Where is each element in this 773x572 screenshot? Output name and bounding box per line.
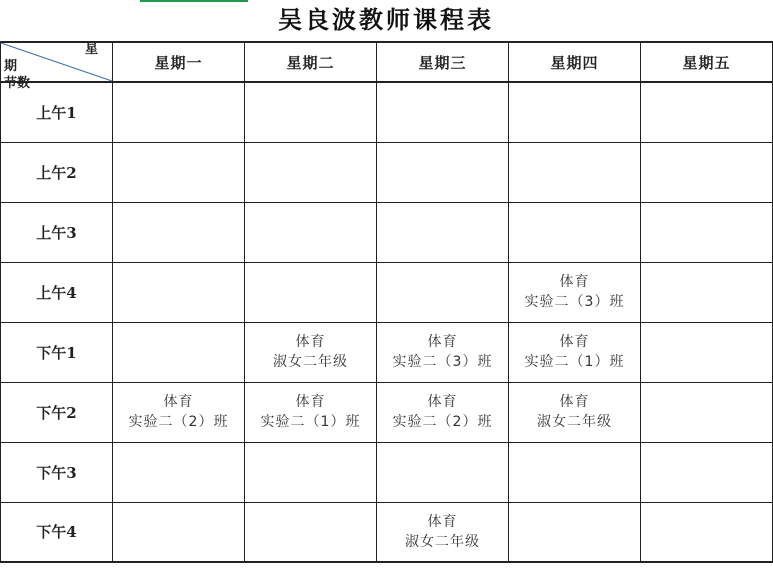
sheet-accent-line (140, 0, 248, 2)
period-label: 上午3 (1, 202, 113, 262)
lesson-subject: 体育 (163, 394, 194, 410)
schedule-cell-tuesday (245, 382, 377, 442)
lesson-entry (509, 272, 640, 312)
schedule-cell-monday (113, 262, 245, 322)
table-row (1, 382, 773, 442)
lesson-class: 实验二（1）班 (524, 354, 625, 370)
schedule-cell-thursday (509, 202, 641, 262)
period-label: 上午2 (1, 142, 113, 202)
corner-cell (1, 42, 113, 91)
lesson-entry (377, 512, 508, 552)
schedule-cell-monday (113, 322, 245, 382)
lesson-class: 淑女二年级 (405, 533, 480, 550)
schedule-cell-thursday (509, 142, 641, 202)
lesson-class: 实验二（3）班 (524, 294, 625, 310)
schedule-cell-monday (113, 82, 245, 142)
lesson-subject: 体育 (559, 334, 590, 350)
corner-left-label: 期 (4, 59, 18, 74)
period-label: 上午1 (1, 82, 113, 142)
schedule-cell-thursday (509, 382, 641, 442)
lesson-subject: 体育 (295, 334, 326, 350)
schedule-table (0, 41, 773, 563)
lesson-subject: 体育 (559, 274, 590, 290)
lesson-class: 实验二（2）班 (128, 414, 229, 430)
period-label: 上午4 (1, 262, 113, 322)
schedule-cell-thursday (509, 502, 641, 562)
day-header-friday: 星期五 (641, 42, 773, 82)
schedule-cell-thursday (509, 262, 641, 322)
schedule-cell-wednesday (377, 82, 509, 142)
schedule-cell-tuesday (245, 262, 377, 322)
schedule-cell-wednesday (377, 382, 509, 442)
table-row (1, 442, 773, 502)
lesson-entry (509, 332, 640, 372)
lesson-subject: 体育 (427, 394, 458, 410)
schedule-cell-wednesday (377, 142, 509, 202)
lesson-subject: 体育 (295, 394, 326, 410)
schedule-cell-monday (113, 382, 245, 442)
schedule-cell-thursday (509, 82, 641, 142)
table-row (1, 502, 773, 562)
day-header-monday: 星期一 (113, 42, 245, 82)
schedule-cell-thursday (509, 322, 641, 382)
period-label: 下午3 (1, 442, 113, 502)
period-label: 下午1 (1, 322, 113, 382)
schedule-cell-friday (641, 82, 773, 142)
table-row (1, 262, 773, 322)
schedule-cell-thursday (509, 442, 641, 502)
schedule-cell-friday (641, 142, 773, 202)
schedule-cell-monday (113, 142, 245, 202)
corner-top-label: 星 (84, 42, 98, 57)
table-row (1, 322, 773, 382)
table-row (1, 142, 773, 202)
schedule-cell-monday (113, 502, 245, 562)
day-header-tuesday: 星期二 (245, 42, 377, 82)
header-row (1, 42, 773, 82)
lesson-class: 实验二（1）班 (260, 414, 361, 430)
lesson-subject: 体育 (559, 394, 590, 410)
lesson-subject: 体育 (427, 334, 458, 350)
lesson-entry (377, 392, 508, 432)
table-row (1, 202, 773, 262)
schedule-cell-wednesday (377, 502, 509, 562)
lesson-entry (245, 392, 376, 432)
schedule-cell-tuesday (245, 322, 377, 382)
schedule-cell-tuesday (245, 202, 377, 262)
lesson-class: 淑女二年级 (537, 414, 612, 430)
lesson-entry (509, 392, 640, 432)
schedule-cell-wednesday (377, 442, 509, 502)
schedule-cell-tuesday (245, 142, 377, 202)
schedule-cell-friday (641, 322, 773, 382)
lesson-class: 淑女二年级 (273, 354, 348, 370)
schedule-cell-tuesday (245, 442, 377, 502)
day-header-wednesday: 星期三 (377, 42, 509, 82)
lesson-entry (245, 332, 376, 372)
schedule-cell-wednesday (377, 322, 509, 382)
lesson-entry (113, 392, 244, 432)
schedule-cell-tuesday (245, 82, 377, 142)
table-row (1, 82, 773, 142)
schedule-cell-monday (113, 442, 245, 502)
schedule-cell-tuesday (245, 502, 377, 562)
lesson-class: 实验二（3）班 (392, 354, 493, 370)
lesson-subject: 体育 (427, 513, 458, 530)
lesson-entry (377, 332, 508, 372)
lesson-class: 实验二（2）班 (392, 414, 493, 430)
schedule-cell-friday (641, 382, 773, 442)
period-label: 下午4 (1, 502, 113, 562)
period-label: 下午2 (1, 382, 113, 442)
schedule-cell-wednesday (377, 202, 509, 262)
page-title: 吴良波教师课程表 (278, 5, 494, 34)
schedule-cell-friday (641, 202, 773, 262)
schedule-cell-friday (641, 262, 773, 322)
schedule-cell-friday (641, 502, 773, 562)
schedule-body (1, 82, 773, 562)
corner-left-label-2: 节数 (4, 76, 31, 91)
day-header-thursday: 星期四 (509, 42, 641, 82)
schedule-cell-wednesday (377, 262, 509, 322)
schedule-cell-friday (641, 442, 773, 502)
schedule-cell-monday (113, 202, 245, 262)
